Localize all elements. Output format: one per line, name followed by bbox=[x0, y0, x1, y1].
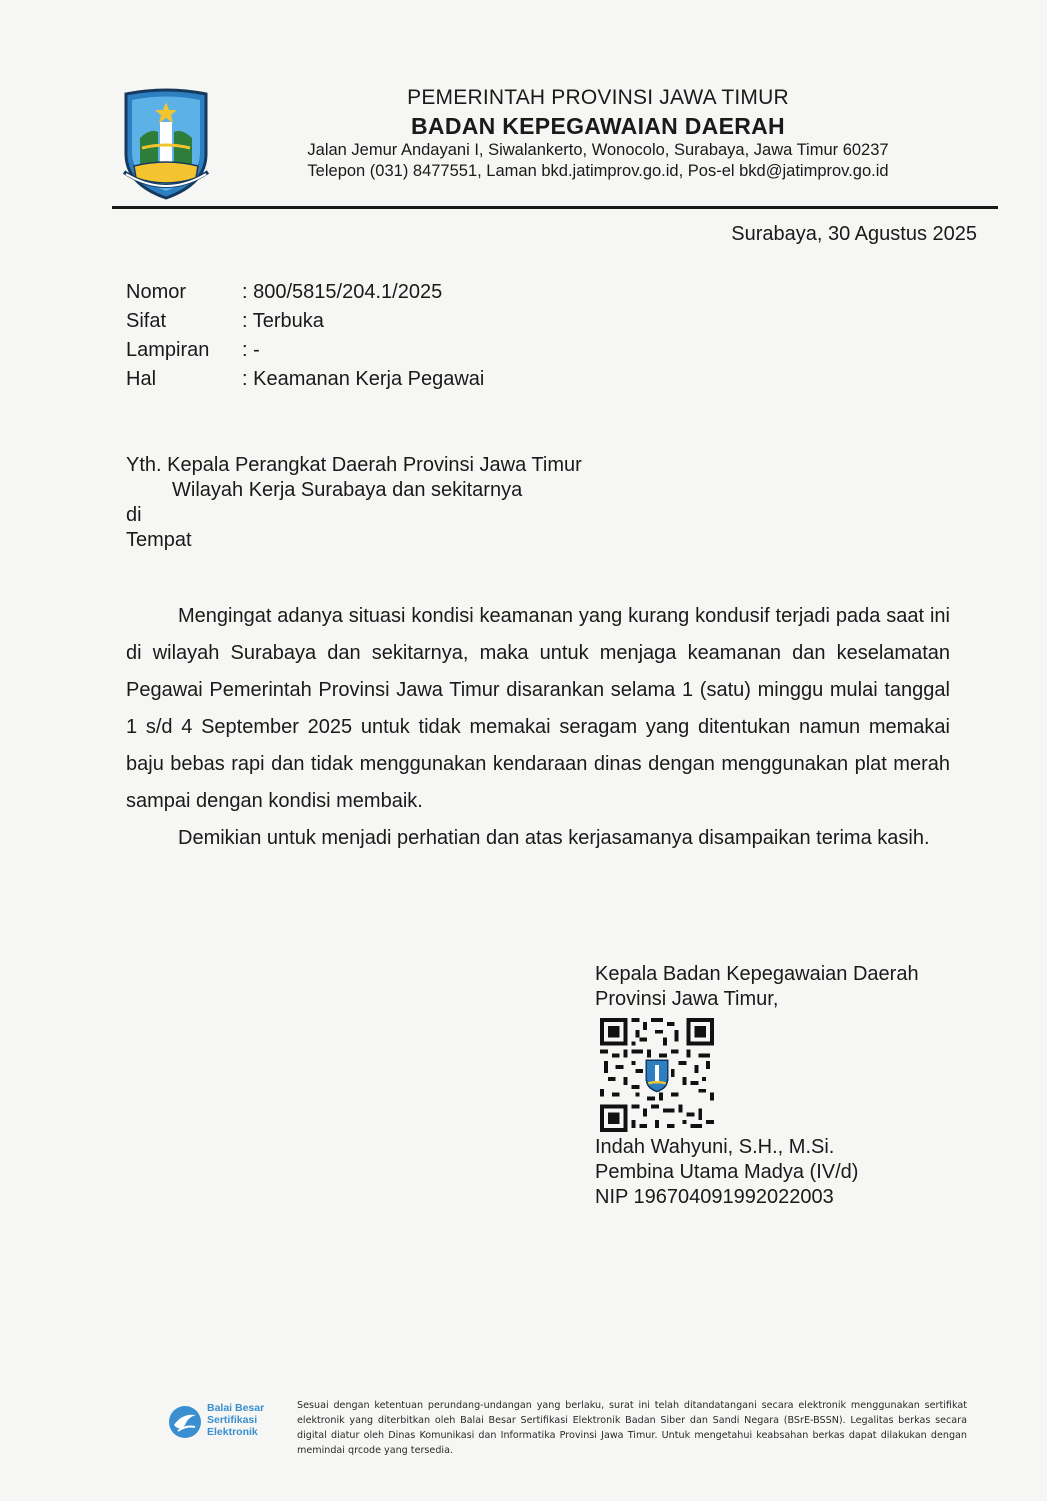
bsre-line: Sertifikasi bbox=[207, 1414, 258, 1426]
agency-contact: Telepon (031) 8477551, Laman bkd.jatimprov.go.id, Pos-el bkd@jatimprov.go.id bbox=[307, 162, 889, 180]
meta-label: Hal bbox=[126, 368, 157, 390]
meta-label: Lampiran bbox=[126, 339, 210, 361]
meta-label: Nomor bbox=[126, 281, 187, 303]
addressee-line: Tempat bbox=[126, 529, 192, 551]
agency-name: BADAN KEPEGAWAIAN DAERAH bbox=[411, 113, 785, 139]
addressee-line: di bbox=[126, 504, 142, 526]
body-paragraph: Mengingat adanya situasi kondisi keamanan yang kurang kondusif terjadi pada saat ini di wilayah Surabaya dan sekitarnya, maka untuk menjaga keamanan dan keselamatan Pegawai Pemerintah Provinsi Jawa Timur disarankan selama 1 (satu) minggu mulai tanggal 1 s/d 4 September 2025 untuk tidak memakai seragam yang ditentukan namun memakai baju bebas rapi dan tidak menggunakan kendaraan dinas dengan menggunakan plat merah sampai dengan kondisi membaik. bbox=[126, 605, 950, 812]
meta-row-lampiran bbox=[126, 336, 484, 365]
meta-value: : - bbox=[242, 339, 260, 361]
meta-value: : Keamanan Kerja Pegawai bbox=[242, 368, 485, 390]
letterhead-divider bbox=[112, 206, 998, 209]
meta-value: : 800/5815/204.1/2025 bbox=[242, 281, 443, 303]
signature-title bbox=[595, 962, 919, 1012]
signer-nip: NIP 196704091992022003 bbox=[595, 1186, 834, 1208]
addressee-block bbox=[126, 453, 582, 553]
meta-row-hal bbox=[126, 365, 484, 394]
addressee-line: Yth. Kepala Perangkat Daerah Provinsi Jawa Timur bbox=[126, 454, 582, 476]
bsre-name bbox=[207, 1402, 264, 1438]
provincial-emblem-icon bbox=[120, 88, 212, 200]
meta-row-nomor bbox=[126, 278, 484, 307]
signatory-position: Kepala Badan Kepegawaian Daerah bbox=[595, 963, 919, 985]
addressee-line: Wilayah Kerja Surabaya dan sekitarnya bbox=[172, 479, 523, 501]
qr-code-icon[interactable] bbox=[600, 1018, 714, 1132]
letterhead bbox=[262, 84, 934, 182]
government-name: PEMERINTAH PROVINSI JAWA TIMUR bbox=[407, 86, 789, 109]
meta-row-sifat bbox=[126, 307, 484, 336]
bsre-line: Elektronik bbox=[207, 1426, 258, 1438]
meta-value: : Terbuka bbox=[242, 310, 324, 332]
signatory-province: Provinsi Jawa Timur, bbox=[595, 988, 779, 1010]
letter-meta bbox=[126, 278, 484, 394]
signer-block bbox=[595, 1135, 858, 1210]
body-paragraph: Demikian untuk menjadi perhatian dan atas kerjasamanya disampaikan terima kasih. bbox=[178, 827, 930, 849]
agency-address: Jalan Jemur Andayani I, Siwalankerto, Wonocolo, Surabaya, Jawa Timur 60237 bbox=[307, 141, 889, 159]
signer-rank: Pembina Utama Madya (IV/d) bbox=[595, 1161, 859, 1183]
letter-date: Surabaya, 30 Agustus 2025 bbox=[731, 223, 977, 245]
e-signature-note: Sesuai dengan ketentuan perundang-undangan yang berlaku, surat ini telah ditandatangani secara elektronik menggunakan sertifikat elektronik yang diterbitkan oleh Balai Besar Sertifikasi Elektronik Badan Siber dan Sandi Negara (BSrE-BSSN). Legalitas berkas secara digital diatur oleh Dinas Komunikasi dan Informatika Provinsi Jawa Timur. Untuk mengetahui keabsahan berkas dapat dilakukan dengan memindai qrcode yang tersedia. bbox=[297, 1400, 967, 1456]
letter-body bbox=[126, 598, 950, 857]
meta-label: Sifat bbox=[126, 310, 167, 332]
signer-name: Indah Wahyuni, S.H., M.Si. bbox=[595, 1136, 835, 1158]
bsre-line: Balai Besar bbox=[207, 1402, 265, 1414]
